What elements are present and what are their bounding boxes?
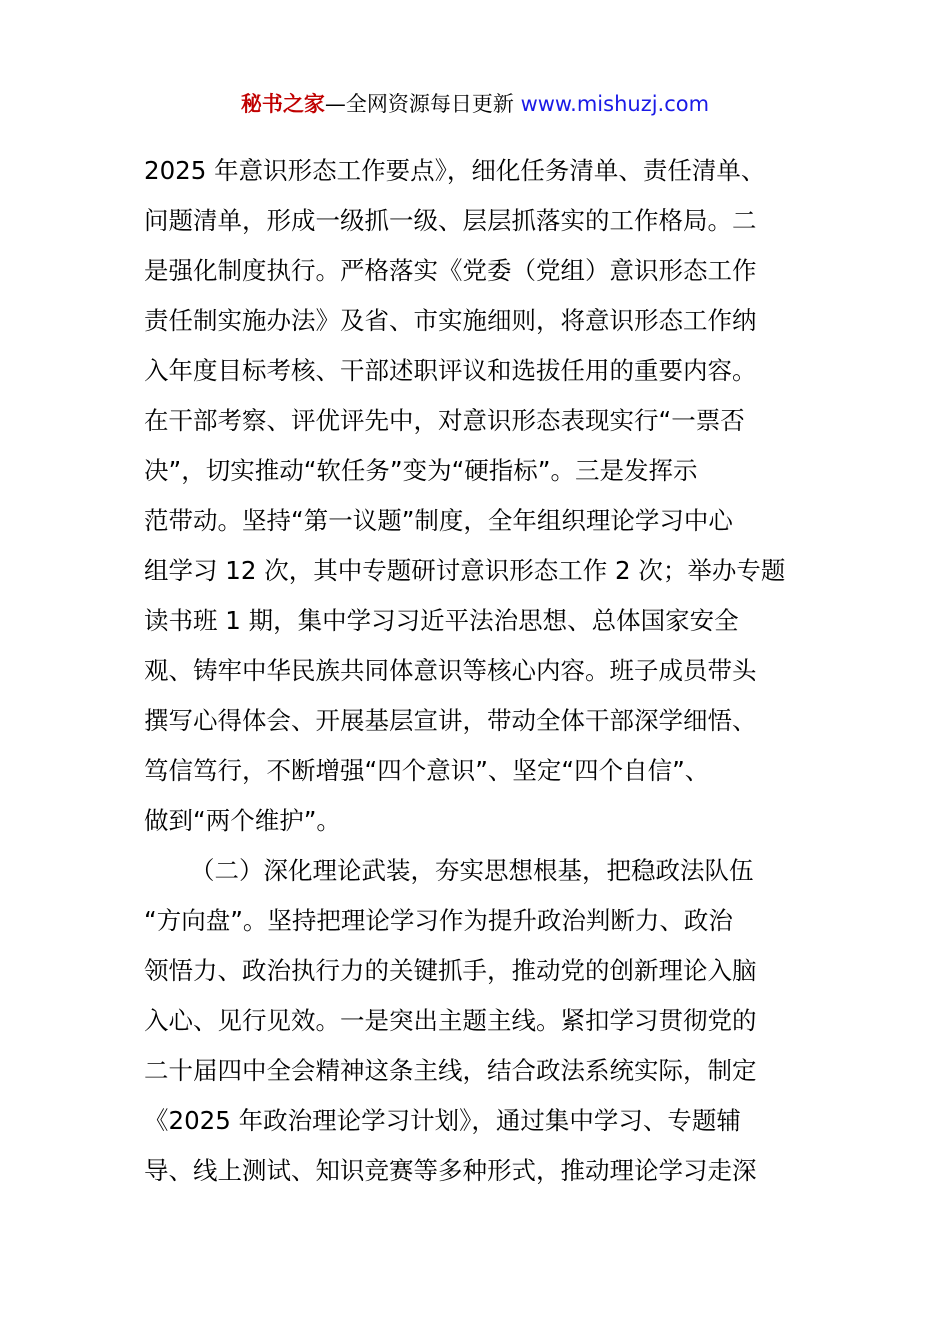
text-line: 观、铸牢中华民族共同体意识等核心内容。班子成员带头: [144, 656, 757, 685]
text-line: 做到“两个维护”。: [144, 806, 341, 835]
header-tagline: —全网资源每日更新: [324, 92, 514, 116]
text-line: “方向盘”。坚持把理论学习作为提升政治判断力、政治: [144, 906, 733, 935]
text-line: 导、线上测试、知识竞赛等多种形式，推动理论学习走深: [144, 1156, 757, 1185]
site-url-link[interactable]: www.mishuzj.com: [520, 92, 710, 116]
text-line: 读书班 1 期，集中学习习近平法治思想、总体国家安全: [144, 606, 739, 635]
text-line: 组学习 12 次，其中专题研讨意识形态工作 2 次；举办专题: [144, 556, 786, 585]
section-heading-line: （二）深化理论武装，夯实思想根基，把稳政法队伍: [190, 856, 754, 885]
text-line: 入年度目标考核、干部述职评议和选拔任用的重要内容。: [144, 356, 757, 385]
text-line: 撰写心得体会、开展基层宣讲，带动全体干部深学细悟、: [144, 706, 757, 735]
text-line: 2025 年意识形态工作要点》，细化任务清单、责任清单、: [144, 156, 766, 185]
brand-name: 秘书之家: [240, 92, 325, 116]
text-line: 是强化制度执行。严格落实《党委（党组）意识形态工作: [144, 256, 757, 285]
text-line: 责任制实施办法》及省、市实施细则，将意识形态工作纳: [144, 306, 757, 335]
text-line: 决”，切实推动“软任务”变为“硬指标”。三是发挥示: [144, 456, 698, 485]
text-line: 笃信笃行，不断增强“四个意识”、坚定“四个自信”、: [144, 756, 710, 785]
site-header: [0, 88, 950, 120]
text-line: 领悟力、政治执行力的关键抓手，推动党的创新理论入脑: [144, 956, 757, 985]
document-body: [144, 146, 814, 1196]
text-line: 《2025 年政治理论学习计划》，通过集中学习、专题辅: [144, 1106, 741, 1135]
text-line: 在干部考察、评优评先中，对意识形态表现实行“一票否: [144, 406, 745, 435]
text-line: 问题清单，形成一级抓一级、层层抓落实的工作格局。二: [144, 206, 757, 235]
text-line: 范带动。坚持“第一议题”制度，全年组织理论学习中心: [144, 506, 733, 535]
text-line: 入心、见行见效。一是突出主题主线。紧扣学习贯彻党的: [144, 1006, 757, 1035]
text-line: 二十届四中全会精神这条主线，结合政法系统实际，制定: [144, 1056, 757, 1085]
